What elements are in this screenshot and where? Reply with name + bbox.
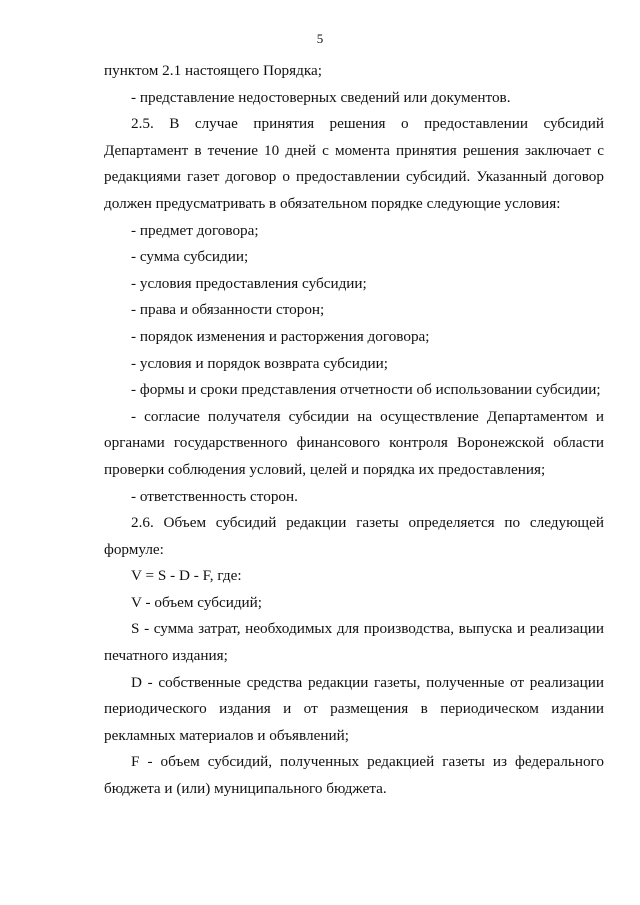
- paragraph: S - сумма затрат, необходимых для производства, выпуска и реализации печатного издания;: [104, 620, 604, 665]
- paragraph: - условия предоставления субсидии;: [131, 274, 367, 292]
- paragraph: - условия и порядок возврата субсидии;: [131, 354, 389, 372]
- paragraph: - предмет договора;: [131, 221, 259, 239]
- paragraph: - формы и сроки представления отчетности об использовании субсидии;: [131, 381, 601, 399]
- paragraph: 2.5. В случае принятия решения о предоставлении субсидий Департамент в течение 10 дней с момента принятия решения заключает с редакциями газет договор о предоставлении субсидий. Указанный договор должен предусматривать в обязательном порядке следующие условия:: [104, 115, 604, 212]
- paragraph: - права и обязанности сторон;: [131, 301, 325, 319]
- paragraph: пунктом 2.1 настоящего Порядка;: [104, 62, 322, 79]
- paragraph: F - объем субсидий, полученных редакцией газеты из федерального бюджета и (или) муниципального бюджета.: [104, 753, 604, 798]
- body-text: [104, 58, 604, 803]
- paragraph: - сумма субсидии;: [131, 248, 249, 266]
- paragraph: 2.6. Объем субсидий редакции газеты определяется по следующей формуле:: [104, 514, 604, 558]
- paragraph: D - собственные средства редакции газеты, полученные от реализации периодического издания и от размещения в периодическом издании рекламных материалов и объявлений;: [104, 673, 604, 744]
- paragraph: - согласие получателя субсидии на осуществление Департаментом и органами государственного финансового контроля Воронежской области проверки соблюдения условий, целей и порядка их предоставления;: [104, 407, 604, 478]
- paragraph: V = S - D - F, где:: [131, 567, 242, 585]
- paragraph: - представление недостоверных сведений или документов.: [131, 88, 511, 106]
- paragraph: V - объем субсидий;: [131, 593, 263, 611]
- paragraph: - порядок изменения и расторжения договора;: [131, 327, 430, 345]
- page-number: 5: [316, 31, 324, 46]
- paragraph: - ответственность сторон.: [131, 487, 298, 505]
